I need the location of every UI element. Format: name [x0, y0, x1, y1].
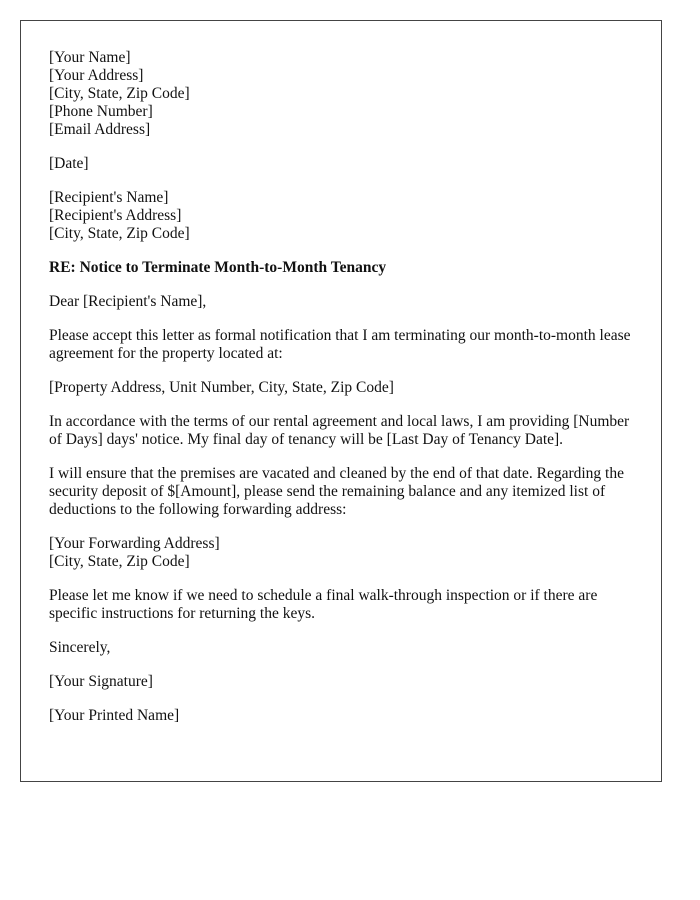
sender-street: [Your Address]: [49, 67, 144, 84]
recipient-address: [49, 189, 633, 243]
property-address: [Property Address, Unit Number, City, State, Zip Code]: [49, 379, 394, 396]
subject-line: RE: Notice to Terminate Month-to-Month Tenancy: [49, 259, 387, 276]
sender-name: [Your Name]: [49, 49, 131, 66]
body-paragraph: I will ensure that the premises are vacated and cleaned by the end of that date. Regarding the security deposit of $[Amount], please send the remaining balance and any itemized list of deductions to the following forwarding address:: [49, 465, 624, 518]
recipient-street: [Recipient's Address]: [49, 207, 182, 224]
forwarding-city: [City, State, Zip Code]: [49, 553, 190, 570]
recipient-city: [City, State, Zip Code]: [49, 225, 190, 242]
forwarding-street: [Your Forwarding Address]: [49, 535, 220, 552]
signature: [Your Signature]: [49, 673, 153, 690]
closing-paragraph: Please let me know if we need to schedule a final walk-through inspection or if there are specific instructions for returning the keys.: [49, 587, 598, 622]
closing: Sincerely,: [49, 639, 111, 656]
salutation: Dear [Recipient's Name],: [49, 293, 207, 310]
recipient-name: [Recipient's Name]: [49, 189, 169, 206]
letter-date: [Date]: [49, 155, 89, 172]
forwarding-address: [49, 535, 633, 571]
letter-document: [20, 20, 662, 782]
body-paragraph: In accordance with the terms of our rental agreement and local laws, I am providing [Number of Days] days' notice. My final day of tenancy will be [Last Day of Tenancy Date].: [49, 413, 630, 448]
sender-address: [49, 49, 633, 139]
printed-name: [Your Printed Name]: [49, 707, 180, 724]
body-paragraph: Please accept this letter as formal notification that I am terminating our month-to-month lease agreement for the property located at:: [49, 327, 631, 362]
sender-phone: [Phone Number]: [49, 103, 153, 120]
sender-city: [City, State, Zip Code]: [49, 85, 190, 102]
sender-email: [Email Address]: [49, 121, 151, 138]
